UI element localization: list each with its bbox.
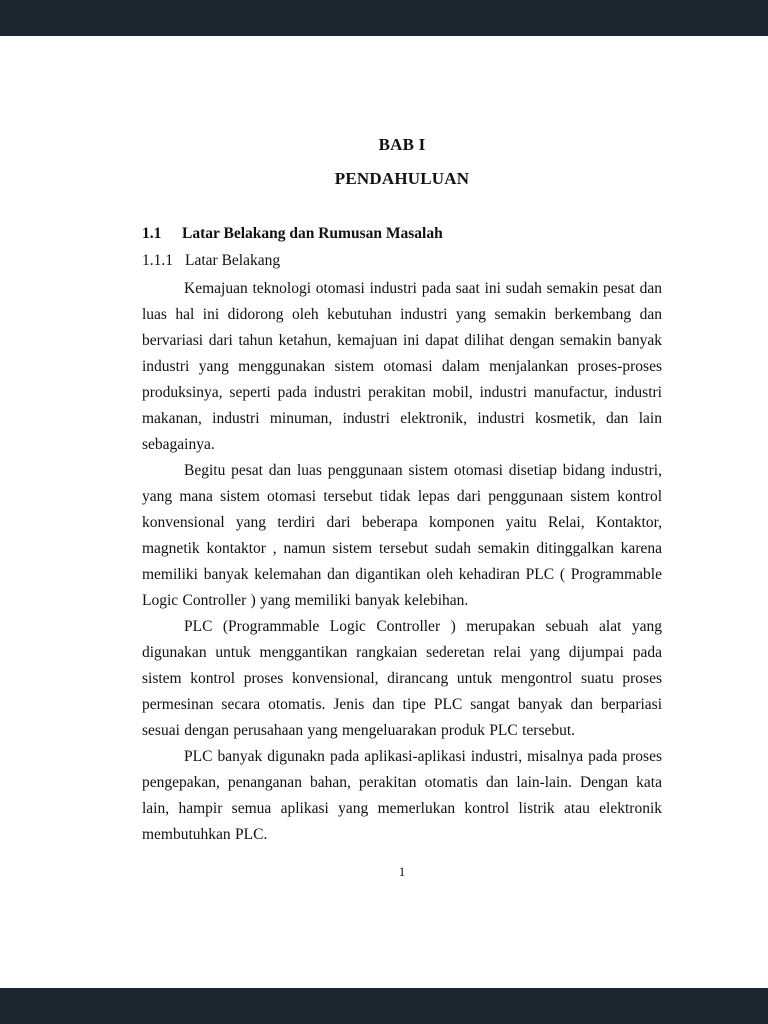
paragraph: Kemajuan teknologi otomasi industri pada saat ini sudah semakin pesat dan luas hal ini didorong oleh kebutuhan industri yang semakin berkembang dan bervariasi dari tahun ketahun, kemajuan ini dapat dilihat dengan semakin banyak industri yang menggunakan sistem otomasi dalam menjalankan proses-proses produksinya, seperti pada industri perakitan mobil, industri manufactur, industri makanan, industri minuman, industri elektronik, industri kosmetik, dan lain sebagainya.	[142, 280, 662, 453]
subsection-number: 1.1.1	[142, 252, 173, 269]
paragraph: PLC banyak digunakn pada aplikasi-aplikasi industri, misalnya pada proses pengepakan, penanganan bahan, perakitan otomatis dan lain-lain. Dengan kata lain, hampir semua aplikasi yang memerlukan kontrol listrik atau elektronik membutuhkan PLC.	[142, 748, 662, 843]
paragraph: Begitu pesat dan luas penggunaan sistem otomasi disetiap bidang industri, yang mana sistem otomasi tersebut tidak lepas dari penggunaan sistem kontrol konvensional yang terdiri dari beberapa komponen yaitu Relai, Kontaktor, magnetik kontaktor , namun sistem tersebut sudah semakin ditinggalkan karena memiliki banyak kelemahan dan digantikan oleh kehadiran PLC ( Programmable Logic Controller ) yang memiliki banyak kelebihan.	[142, 462, 662, 609]
chapter-number-heading: BAB I	[378, 135, 426, 154]
subsection-heading	[142, 247, 662, 274]
viewer-top-bar	[0, 0, 768, 36]
chapter-title-heading: PENDAHULUAN	[334, 169, 470, 188]
section-title: Latar Belakang dan Rumusan Masalah	[182, 225, 443, 242]
page-number: 1	[398, 864, 406, 879]
subsection-title: Latar Belakang	[185, 252, 281, 269]
section-number: 1.1	[142, 225, 162, 242]
paragraph: PLC (Programmable Logic Controller ) merupakan sebuah alat yang digunakan untuk menggantikan rangkaian sederetan relai yang dijumpai pada sistem kontrol proses konvensional, dirancang untuk mengontrol suatu proses permesinan secara otomatis. Jenis dan tipe PLC sangat banyak dan berpariasi sesuai dengan perusahaan yang mengeluarakan produk PLC tersebut.	[142, 618, 662, 739]
viewer-bottom-bar	[0, 988, 768, 1024]
document-body	[142, 128, 662, 848]
section-heading	[142, 220, 662, 247]
